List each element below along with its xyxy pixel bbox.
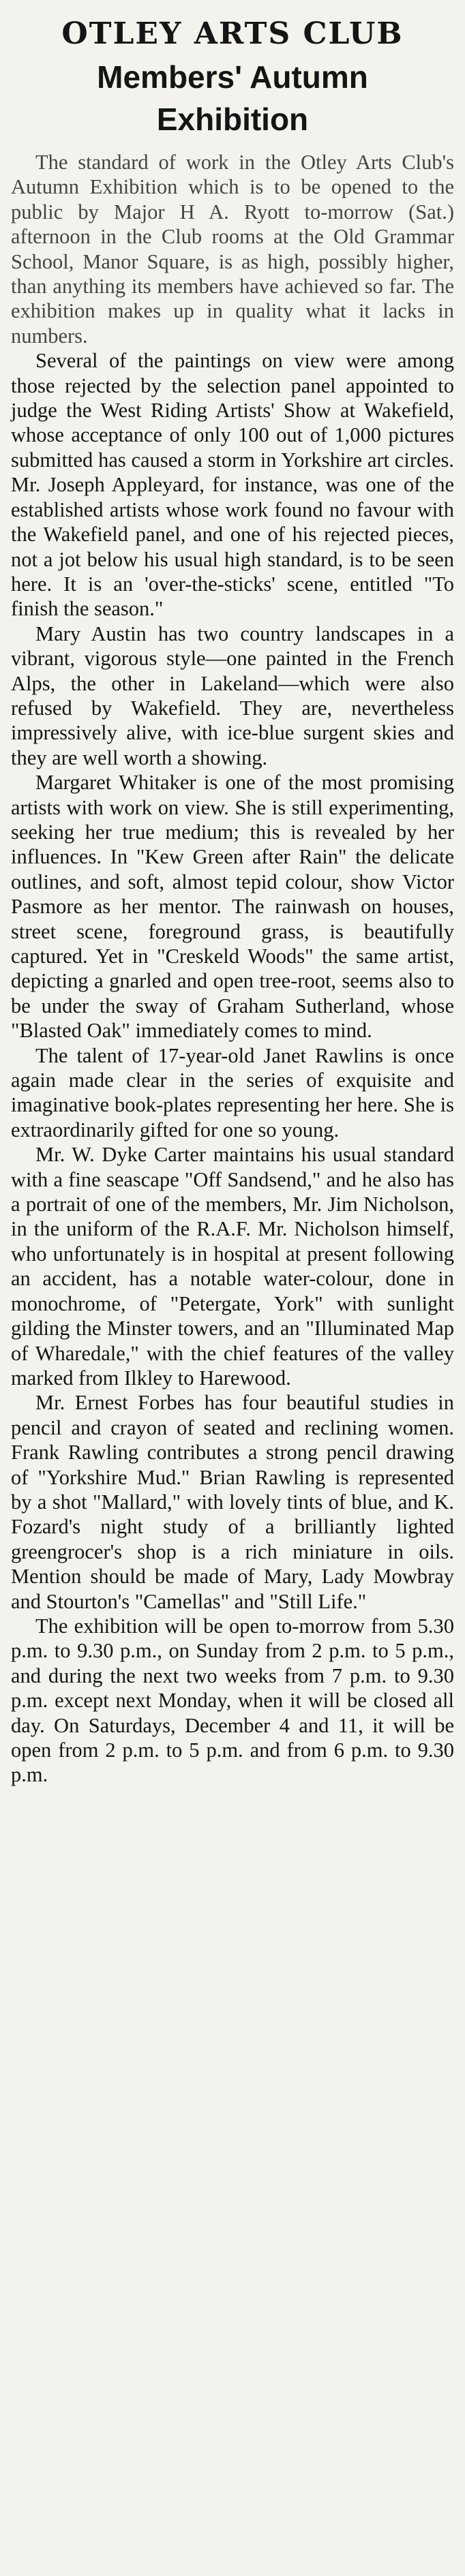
paragraph-wakefield: Several of the paintings on view were among those rejected by the selection panel appointed to judge the West Riding Artists' Show at Wakefield, whose acceptance of only 100 out of 1,000 pictures submitted has caused a storm in Yorkshire art circles. Mr. Joseph Appleyard, for instance, was one of the established artists whose work found no favour with the Wakefield panel, and one of his rejected pieces, not a jot below his usual high standard, is to be seen here. It is an 'over-the-sticks' scene, entitled "To finish the season." bbox=[11, 349, 454, 621]
paragraph-intro: The standard of work in the Otley Arts Club's Autumn Exhibition which is to be opened to the public by Major H A. Ryott to-morrow (Sat.) afternoon in the Club rooms at the Old Grammar School, Manor Square, is as high, possibly higher, than anything its members have achieved so far. The exhibition makes up in quality what it lacks in numbers. bbox=[11, 151, 454, 348]
paragraph-opening-hours: The exhibition will be open to-morrow from 5.30 p.m. to 9.30 p.m., on Sunday from 2 p.m. to 5 p.m., and during the next two weeks from 7 p.m. to 9.30 p.m. except next Monday, when it will be closed all day. On Saturdays, December 4 and 11, it will be open from 2 p.m. to 5 p.m. and from 6 p.m. to 9.30 p.m. bbox=[11, 1614, 454, 1787]
headline-line-1: Members' Autumn bbox=[97, 59, 368, 95]
paragraph-janet-rawlins: The talent of 17-year-old Janet Rawlins is once again made clear in the series of exquisite and imaginative book-plates representing her here. She is extraordinarily gifted for one so young. bbox=[11, 1043, 454, 1141]
paragraph-ernest-forbes: Mr. Ernest Forbes has four beautiful studies in pencil and crayon of seated and reclining women. Frank Rawling contributes a strong pencil drawing of "Yorkshire Mud." Brian Rawling is represented by a shot "Mallard," with lovely tints of blue, and K. Fozard's night study of a brilliantly lighted greengrocer's shop is a rich miniature in oils. Mention should be made of Mary, Lady Mowbray and Stourton's "Camellas" and "Still Life." bbox=[11, 1391, 454, 1613]
article-headline bbox=[11, 56, 454, 140]
headline-line-2: Exhibition bbox=[156, 102, 309, 137]
article-body bbox=[11, 150, 454, 1788]
paragraph-margaret-whitaker: Margaret Whitaker is one of the most promising artists with work on view. She is still experimenting, seeking her true medium; this is revealed by her influences. In "Kew Green after Rain" the delicate outlines, and soft, almost tepid colour, show Victor Pasmore as her mentor. The rainwash on houses, street scene, foreground grass, is beautifully captured. Yet in "Creskeld Woods" the same artist, depicting a gnarled and open tree-root, seems also to be under the sway of Graham Sutherland, whose "Blasted Oak" immediately comes to mind. bbox=[11, 771, 454, 1043]
paragraph-mary-austin: Mary Austin has two country landscapes in a vibrant, vigorous style—one painted in the French Alps, the other in Lakeland—which were also refused by Wakefield. They are, nevertheless impressively alive, with ice-blue surgent skies and they are well worth a showing. bbox=[11, 622, 454, 769]
club-name-heading: OTLEY ARTS CLUB bbox=[61, 16, 404, 51]
paragraph-dyke-carter: Mr. W. Dyke Carter maintains his usual standard with a fine seascape "Off Sandsend," and he also has a portrait of one of the members, Mr. Jim Nicholson, in the uniform of the R.A.F. Mr. Nicholson himself, who unfortunately is in hospital at present following an accident, has a notable water-colour, done in monochrome, of "Petergate, York" with sunlight gilding the Minster towers, and an "Illuminated Map of Wharedale," with the chief features of the valley marked from Ilkley to Harewood. bbox=[11, 1143, 454, 1390]
